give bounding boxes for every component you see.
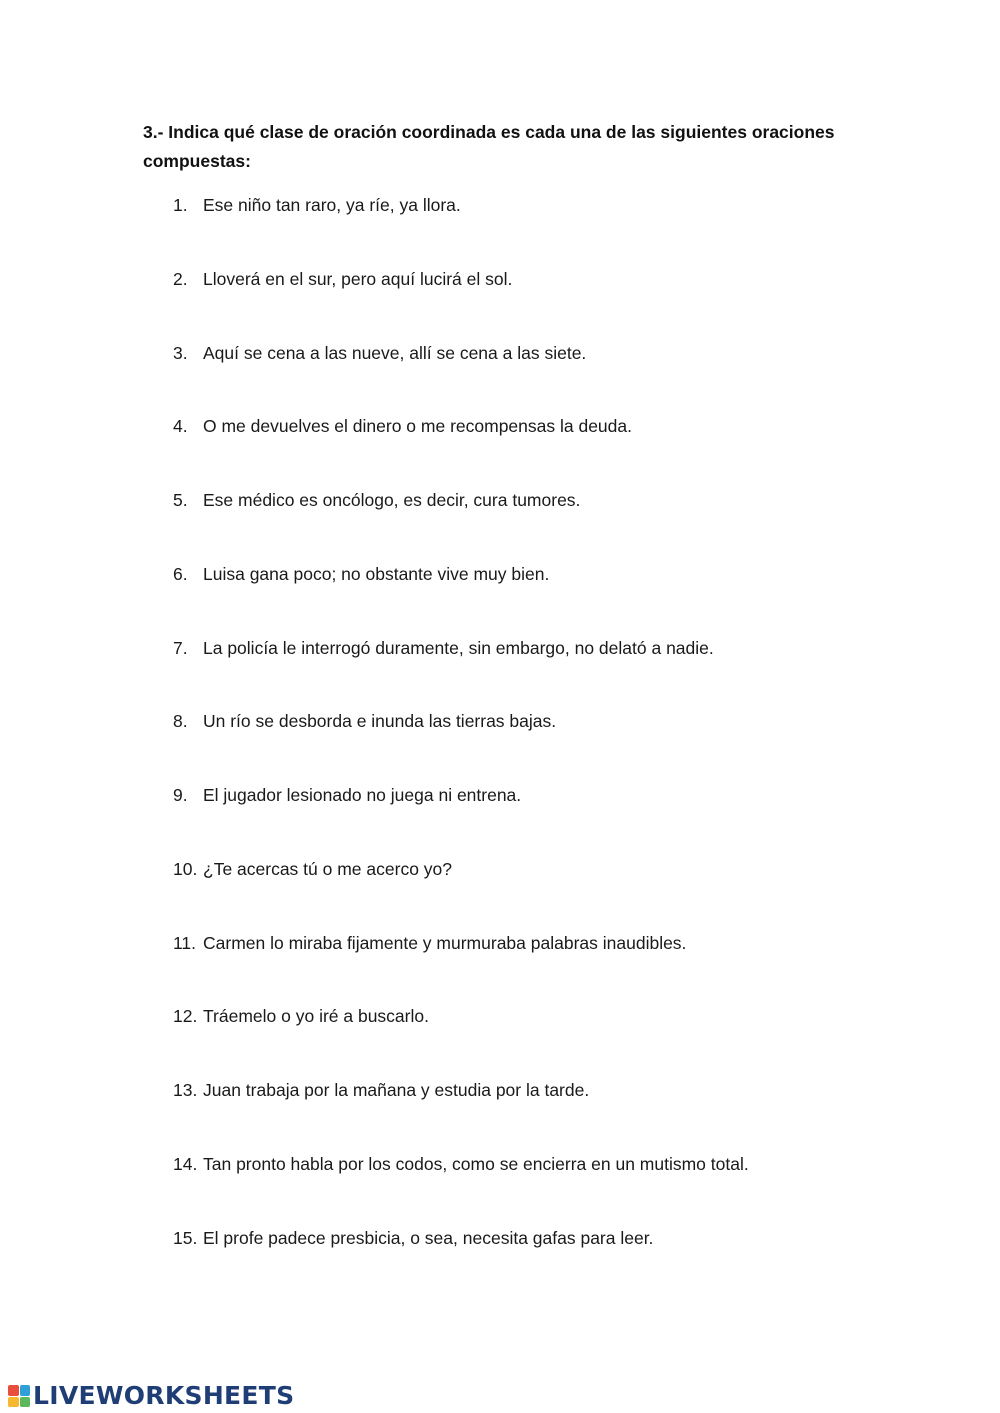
sentence-text: O me devuelves el dinero o me recompensas la deuda. xyxy=(203,416,632,437)
sentence-text: Un río se desborda e inunda las tierras bajas. xyxy=(203,711,557,732)
sentence-text: Tan pronto habla por los codos, como se encierra en un mutismo total. xyxy=(203,1153,749,1174)
sentence-number: 14. xyxy=(173,1153,198,1174)
sentence-item xyxy=(173,340,749,414)
sentence-item xyxy=(173,1077,749,1151)
sentence-number: 9. xyxy=(173,785,188,805)
liveworksheets-logo xyxy=(8,1381,294,1411)
sentence-item xyxy=(173,266,749,340)
sentence-number: 5. xyxy=(173,490,188,510)
sentence-item xyxy=(173,561,749,635)
sentence-text: Luisa gana poco; no obstante vive muy bien. xyxy=(203,563,550,584)
sentence-item xyxy=(173,930,749,1004)
sentence-text: La policía le interrogó duramente, sin embargo, no delató a nadie. xyxy=(203,637,714,658)
sentence-item xyxy=(173,1003,749,1077)
sentence-number: 7. xyxy=(173,637,188,658)
sentence-text: Lloverá en el sur, pero aquí lucirá el sol. xyxy=(203,268,513,289)
logo-square-yellow xyxy=(8,1397,19,1408)
sentence-text: ¿Te acercas tú o me acerco yo? xyxy=(203,858,452,879)
sentence-list xyxy=(173,192,749,1298)
sentence-text: Aquí se cena a las nueve, allí se cena a las siete. xyxy=(203,342,587,363)
sentence-item xyxy=(173,413,749,487)
sentence-item xyxy=(173,635,749,709)
sentence-number: 13. xyxy=(173,1080,198,1100)
sentence-number: 3. xyxy=(173,342,188,363)
sentence-number: 11. xyxy=(173,932,197,953)
logo-square-blue xyxy=(20,1385,31,1396)
liveworksheets-logo-icon xyxy=(8,1385,30,1407)
sentence-item xyxy=(173,1151,749,1225)
sentence-text: Juan trabaja por la mañana y estudia por la tarde. xyxy=(203,1080,590,1100)
sentence-text: Ese niño tan raro, ya ríe, ya llora. xyxy=(203,195,461,215)
sentence-number: 10. xyxy=(173,858,198,879)
sentence-number: 4. xyxy=(173,416,188,437)
sentence-number: 1. xyxy=(173,195,188,215)
sentence-number: 2. xyxy=(173,268,188,289)
sentence-number: 8. xyxy=(173,711,188,732)
logo-square-green xyxy=(20,1397,31,1408)
sentence-text: Ese médico es oncólogo, es decir, cura tumores. xyxy=(203,490,581,510)
sentence-number: 6. xyxy=(173,563,188,584)
sentence-item xyxy=(173,782,749,856)
sentence-item xyxy=(173,708,749,782)
sentence-text: Carmen lo miraba fijamente y murmuraba palabras inaudibles. xyxy=(203,932,687,953)
sentence-item xyxy=(173,1225,749,1299)
sentence-item xyxy=(173,192,749,266)
sentence-number: 15. xyxy=(173,1227,198,1248)
sentence-text: Tráemelo o yo iré a buscarlo. xyxy=(203,1006,429,1027)
logo-square-red xyxy=(8,1385,19,1396)
exercise-heading: 3.- Indica qué clase de oración coordinada es cada una de las siguientes oraciones compuestas: xyxy=(143,122,835,171)
sentence-item xyxy=(173,487,749,561)
sentence-number: 12. xyxy=(173,1006,198,1027)
sentence-text: El jugador lesionado no juega ni entrena. xyxy=(203,785,522,805)
logo-text: LIVEWORKSHEETS xyxy=(33,1381,295,1410)
sentence-text: El profe padece presbicia, o sea, necesita gafas para leer. xyxy=(203,1227,654,1248)
sentence-item xyxy=(173,856,749,930)
